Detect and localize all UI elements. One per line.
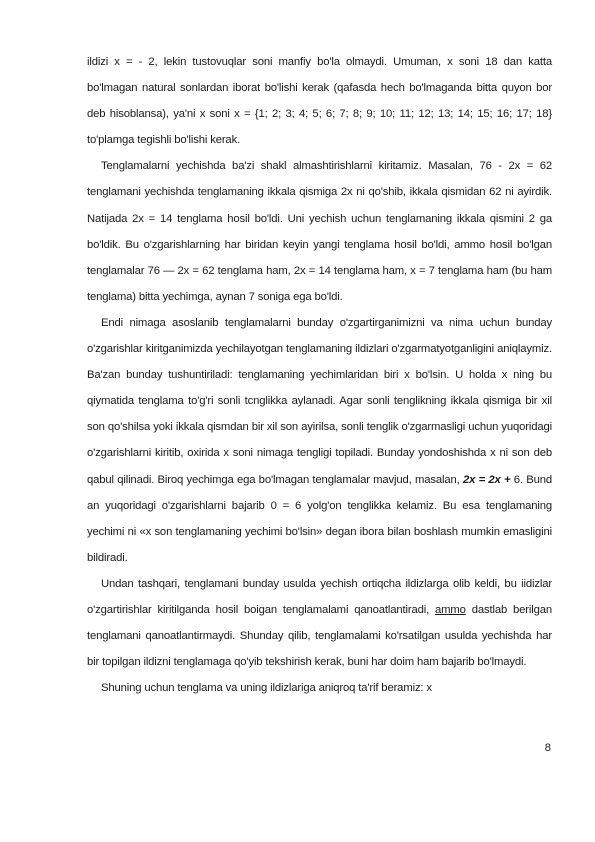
paragraph-4 [87, 571, 552, 675]
paragraph-3-continuation: 6. Bund an yuqoridagi o'zgarishlarni bajarib 0 = 6 yolg'on tenglikka kelamiz. Bu esa tenglamaning yechimi ni «x son tenglamaning yechimi bo'lsin» degan ibora bilan boshlash mumkin emasligini bildiradi. [87, 473, 552, 564]
paragraph-2: Tenglamalarni yechishda ba'zi shakl almashtirishlarni kiritamiz. Masalan, 76 - 2x = 62 tenglamani yechishda tenglamaning ikkala qismiga 2x ni qo'shib, ikkala qismidan 62 ni ayirdik. Natijada 2x = 14 tenglama hosil bo'ldi. Uni yechish uchun tenglamaning ikkala qismini 2 ga bo'ldik. Bu o'zgarishlarning har biridan keyin yangi tenglama hosil bo'ldi, ammo hosil bo'lgan tenglamalar 76 — 2x = 62 tenglama ham, 2x = 14 tenglama ham, x = 7 tenglama ham (bu ham tenglama) bitta yechimga, aynan 7 soniga ega bo'ldi. [87, 160, 552, 303]
paragraph-5: Shuning uchun tenglama va uning ildizlariga aniqroq ta'rif beramiz: x [101, 682, 432, 695]
paragraph-3-text: Endi nimaga asoslanib tenglamalarni bunday o'zgartirganimizni va nima uchun bunday o'zgarishlar kiritganimizda yechilayotgan tenglamaning ildizlari o'zgarmatyotganligini aniqlaymiz. Ba'zan bunday tushuntiriladi: tenglamaning yechimlaridan biri x bo'lsin. U holda x ning bu qiymatida tenglama to'g'ri sonli tcnglikka aylanadi. Agar sonli tenglikning ikkala qismiga bir xil son qo'shilsa yoki ikkala qismdan bir xil son ayirilsa, sonli tenglik o'zgarmasligi uchun yuqoridagi o'zgarishlarni kiritib, oxirida x soni nimaga tengligi topiladi. Bunday yondoshishda x ni son deb qabul qilinadi. Biroq yechimga ega bo'lmagan tenglamalar mavjud, masalan, [87, 316, 552, 486]
paragraph-1: ildizi x = - 2, lekin tustovuqlar soni manfiy bo'la olmaydi. Umuman, x soni 18 dan katta bo'lmagan natural sonlardan iborat bo'lishi kerak (qafasda hech bo'lmaganda bitta quyon bor deb hisoblansa), ya'ni x soni x = {1; 2; 3; 4; 5; 6; 7; 8; 9; 10; 11; 12; 13; 14; 15; 16; 17; 18} to'plamga tegishli bo'lishi kerak. [87, 56, 552, 147]
paragraph-4-continuation: dastlab berilgan tenglamani qanoatlantirmaydi. Shunday qilib, tenglamalami ko'rsatilgan usulda yechishda har bir topilgan ildizni tenglamaga qo'yib tekshirish kerak, buni har doim ham bajarib bo'lmaydi. [87, 603, 552, 669]
underlined-word: ammo [434, 603, 466, 616]
paragraph-3 [87, 310, 552, 571]
formula-inline: 2x = 2x + [462, 473, 511, 486]
body-text [87, 49, 552, 701]
paragraph-4-text: Undan tashqari, tenglamani bunday usulda yechish ortiqcha ildizlarga olib keldi, bu iidizlar o'zgartirishlar kiritilganda hosil boigan tenglamalami qanoatlantiradi, [87, 577, 552, 616]
page-number: 8 [544, 742, 551, 754]
